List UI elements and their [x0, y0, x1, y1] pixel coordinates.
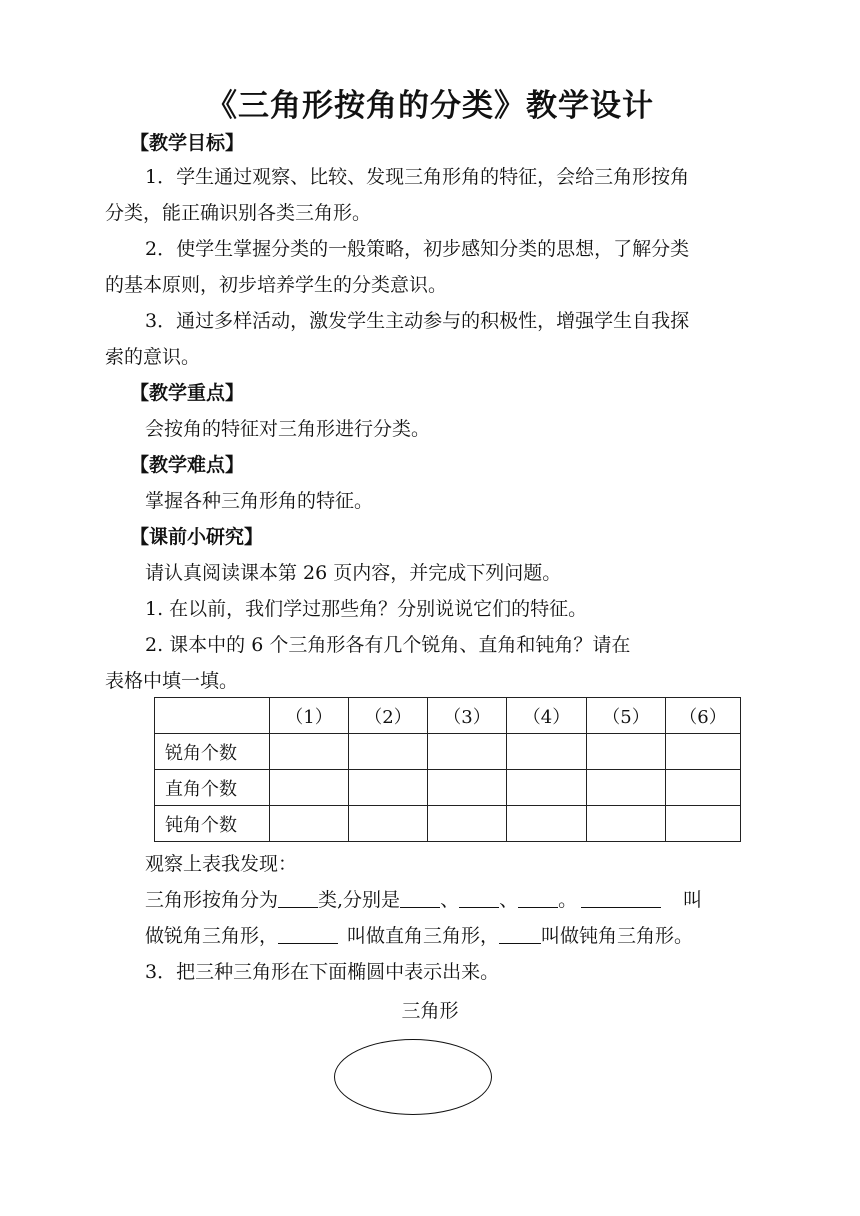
page-title: 《三角形按角的分类》教学设计 [206, 88, 654, 124]
table-column-header: （2） [349, 698, 428, 734]
observation-line-2 [105, 918, 800, 954]
table-cell[interactable] [666, 806, 741, 842]
question-2-line-1: 2. 课本中的 6 个三角形各有几个锐角、直角和钝角？请在 [145, 634, 631, 656]
table-cell[interactable] [428, 770, 507, 806]
table-column-header: （5） [587, 698, 666, 734]
table-cell[interactable] [587, 806, 666, 842]
ellipse-label: 三角形 [401, 1000, 459, 1022]
table-row [155, 770, 741, 806]
table-row [155, 734, 741, 770]
question-2-line-2: 表格中填一填。 [105, 670, 239, 692]
table-cell[interactable] [349, 806, 428, 842]
table-cell[interactable] [507, 734, 587, 770]
table-cell[interactable] [587, 770, 666, 806]
table-cell[interactable] [666, 770, 741, 806]
fill-blank-count[interactable] [278, 889, 318, 908]
observation-text: 叫做钝角三角形。 [541, 925, 694, 947]
objective-3-line-2: 索的意识。 [105, 346, 201, 368]
table-cell[interactable] [270, 770, 349, 806]
table-cell[interactable] [428, 734, 507, 770]
observation-text: 三角形按角分为 [145, 889, 279, 911]
table-cell[interactable] [270, 806, 349, 842]
observation-line-1 [105, 882, 800, 918]
table-cell[interactable] [666, 734, 741, 770]
observation-text: 叫做直角三角形， [347, 925, 500, 947]
objectives-heading: 【教学目标】 [130, 132, 245, 154]
key-point-text: 会按角的特征对三角形进行分类。 [145, 418, 431, 440]
table-cell[interactable] [507, 806, 587, 842]
fill-blank-acute-definition[interactable] [581, 889, 661, 908]
objective-2-line-1: 2．使学生掌握分类的一般策略，初步感知分类的思想，了解分类 [145, 238, 690, 260]
table-row-header: 直角个数 [155, 770, 270, 806]
table-cell[interactable] [507, 770, 587, 806]
table-header-row [155, 698, 741, 734]
fill-blank-obtuse-definition[interactable] [499, 925, 541, 944]
fill-blank-type-1[interactable] [400, 889, 440, 908]
angle-count-table [154, 697, 741, 842]
triangle-classification-ellipse[interactable] [334, 1039, 492, 1115]
table-cell[interactable] [349, 770, 428, 806]
observation-lead: 观察上表我发现： [145, 853, 298, 875]
table-column-header: （4） [507, 698, 587, 734]
table-row-header: 锐角个数 [155, 734, 270, 770]
observation-separator: 、 [499, 889, 519, 911]
observation-text: 。 [558, 889, 578, 911]
difficulty-heading: 【教学难点】 [130, 454, 245, 476]
objective-1-line-2: 分类，能正确识别各类三角形。 [105, 202, 372, 224]
preview-heading: 【课前小研究】 [130, 526, 264, 548]
question-1: 1. 在以前，我们学过那些角？分别说说它们的特征。 [145, 598, 588, 620]
table-column-header: （1） [270, 698, 349, 734]
fill-blank-type-3[interactable] [518, 889, 558, 908]
preview-intro: 请认真阅读课本第 26 页内容，并完成下列问题。 [145, 562, 562, 584]
key-point-heading: 【教学重点】 [130, 382, 245, 404]
fill-blank-right-definition[interactable] [278, 925, 338, 944]
table-cell[interactable] [349, 734, 428, 770]
table-cell[interactable] [587, 734, 666, 770]
observation-text: 类,分别是 [318, 889, 401, 911]
objective-1-line-1: 1．学生通过观察、比较、发现三角形角的特征，会给三角形按角 [145, 166, 690, 188]
table-row [155, 806, 741, 842]
table-cell[interactable] [428, 806, 507, 842]
question-3: 3．把三种三角形在下面椭圆中表示出来。 [145, 961, 500, 983]
observation-separator: 、 [440, 889, 460, 911]
objective-3-line-1: 3．通过多样活动，激发学生主动参与的积极性，增强学生自我探 [145, 310, 690, 332]
difficulty-text: 掌握各种三角形角的特征。 [145, 490, 374, 512]
table-cell[interactable] [270, 734, 349, 770]
observation-text: 叫 [683, 889, 703, 911]
table-column-header: （6） [666, 698, 741, 734]
table-corner-cell [155, 698, 270, 734]
table-row-header: 钝角个数 [155, 806, 270, 842]
objective-2-line-2: 的基本原则，初步培养学生的分类意识。 [105, 274, 448, 296]
observation-text: 做锐角三角形， [145, 925, 279, 947]
fill-blank-type-2[interactable] [459, 889, 499, 908]
table-column-header: （3） [428, 698, 507, 734]
